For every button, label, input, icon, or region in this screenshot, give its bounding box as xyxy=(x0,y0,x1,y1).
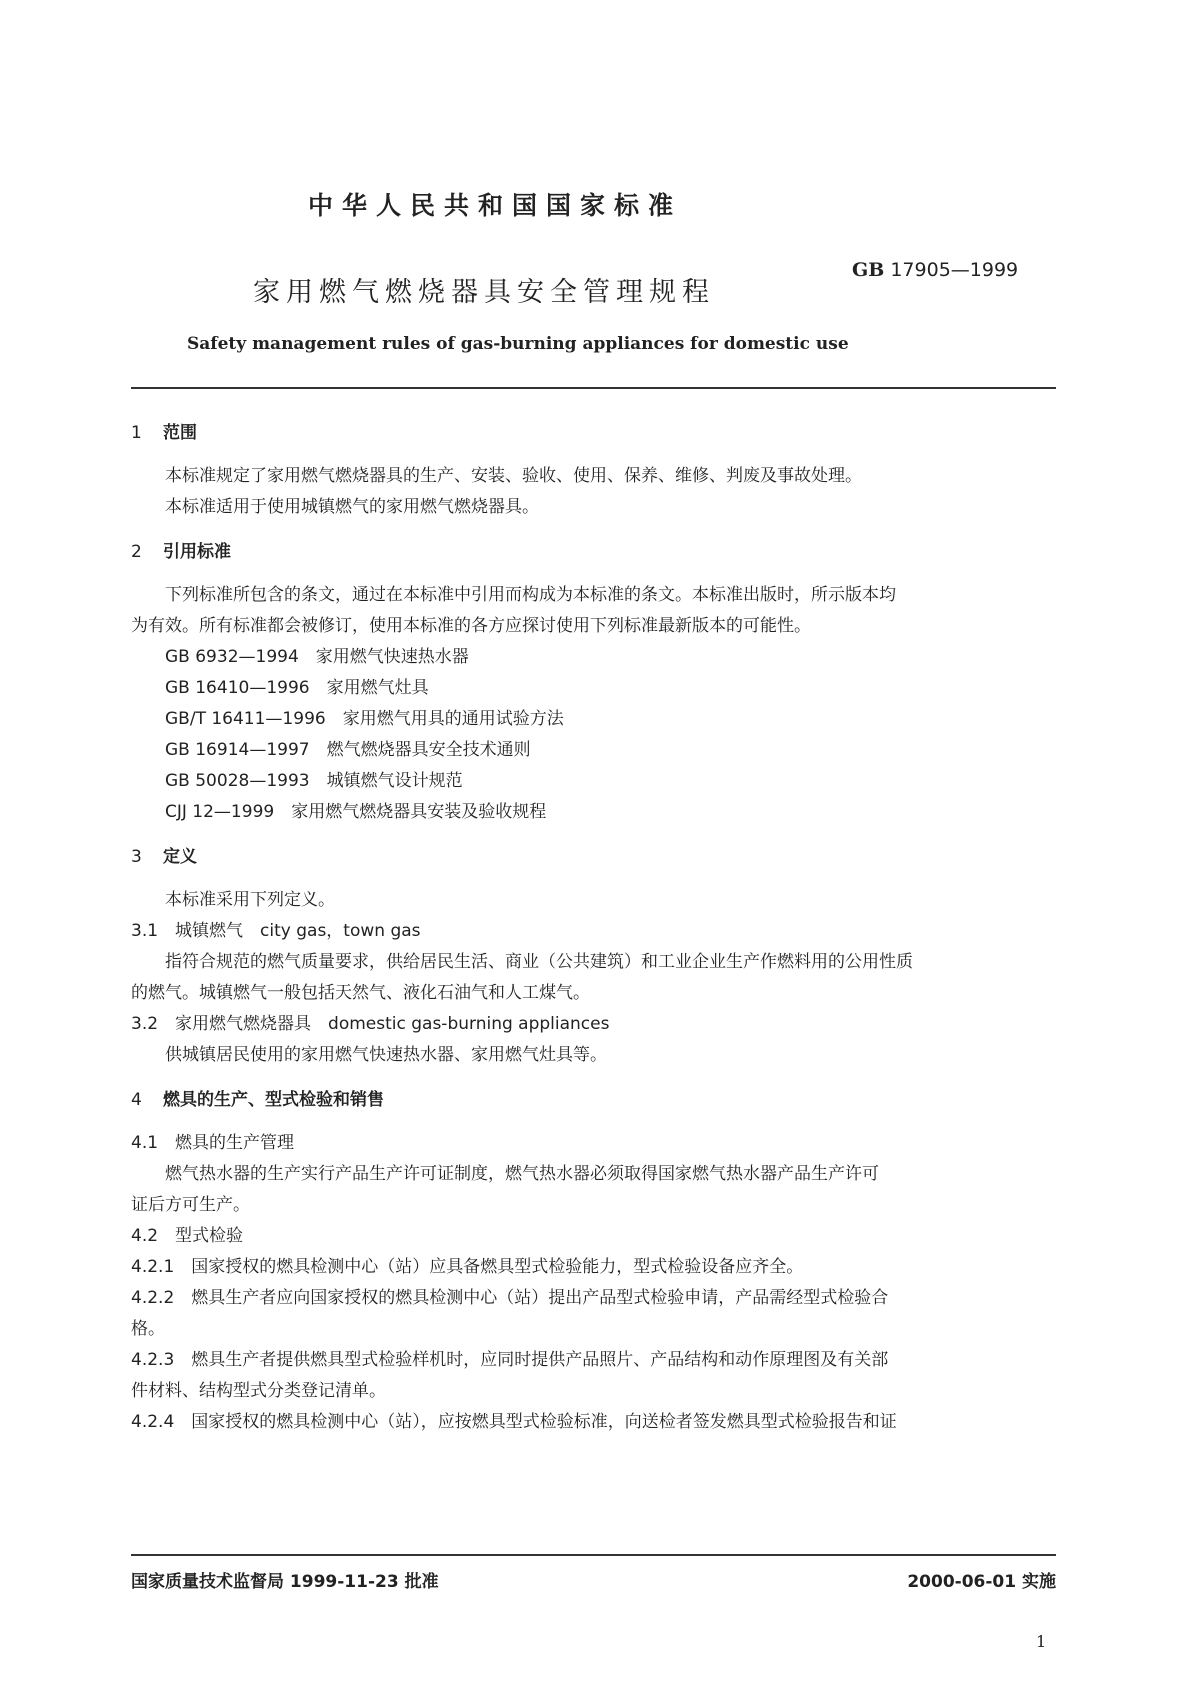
national-standard-heading: 中华人民共和国国家标准 xyxy=(308,191,683,220)
standard-code-number: 17905—1999 xyxy=(890,259,1019,281)
document-title: 家用燃气燃烧器具安全管理规程 xyxy=(253,277,715,308)
definition-heading: 3.1 城镇燃气 city gas，town gas xyxy=(131,921,421,941)
definition-text-line: 指符合规范的燃气质量要求，供给居民生活、商业（公共建筑）和工业企业生产作燃料用的公用性质 xyxy=(165,952,913,972)
standard-code xyxy=(852,259,1018,281)
subsection-heading: 4.1 燃具的生产管理 xyxy=(131,1133,295,1153)
reference-item: GB/T 16411—1996 家用燃气用具的通用试验方法 xyxy=(165,709,564,729)
page-number: 1 xyxy=(1036,1632,1047,1651)
clause-text-line: 格。 xyxy=(131,1319,165,1339)
definition-text-line: 的燃气。城镇燃气一般包括天然气、液化石油气和人工煤气。 xyxy=(131,983,590,1003)
approval-date: 国家质量技术监督局 1999-11-23 批准 xyxy=(131,1572,439,1592)
section-2-heading: 2 引用标准 xyxy=(131,542,231,562)
section-1-paragraph: 本标准规定了家用燃气燃烧器具的生产、安装、验收、使用、保养、维修、判废及事故处理。 xyxy=(165,466,862,486)
section-3-heading: 3 定义 xyxy=(131,847,197,867)
reference-item: GB 16914—1997 燃气燃烧器具安全技术通则 xyxy=(165,740,531,760)
reference-item: GB 50028—1993 城镇燃气设计规范 xyxy=(165,771,463,791)
section-4-heading: 4 燃具的生产、型式检验和销售 xyxy=(131,1090,384,1110)
reference-list xyxy=(131,642,1056,828)
standard-code-prefix: GB xyxy=(852,259,885,281)
subsection-text-line: 证后方可生产。 xyxy=(131,1195,250,1215)
clause-text-line: 4.2.4 国家授权的燃具检测中心（站），应按燃具型式检验标准，向送检者签发燃具型式检验报告和证 xyxy=(131,1412,897,1432)
definition-text-line: 供城镇居民使用的家用燃气快速热水器、家用燃气灶具等。 xyxy=(165,1045,607,1065)
clause-text-line: 4.2.1 国家授权的燃具检测中心（站）应具备燃具型式检验能力，型式检验设备应齐全。 xyxy=(131,1257,804,1277)
section-2-paragraph-line: 下列标准所包含的条文，通过在本标准中引用而构成为本标准的条文。本标准出版时，所示版本均 xyxy=(165,585,896,605)
document-body xyxy=(131,418,1056,1438)
section-3-paragraph: 本标准采用下列定义。 xyxy=(165,890,335,910)
clause-text-line: 件材料、结构型式分类登记清单。 xyxy=(131,1381,386,1401)
reference-item: CJJ 12—1999 家用燃气燃烧器具安装及验收规程 xyxy=(165,802,547,822)
section-2-paragraph-line: 为有效。所有标准都会被修订，使用本标准的各方应探讨使用下列标准最新版本的可能性。 xyxy=(131,616,811,636)
clause-text-line: 4.2.3 燃具生产者提供燃具型式检验样机时，应同时提供产品照片、产品结构和动作原理图及有关部 xyxy=(131,1350,889,1370)
subsection-text-line: 燃气热水器的生产实行产品生产许可证制度，燃气热水器必须取得国家燃气热水器产品生产许可 xyxy=(165,1164,879,1184)
english-title: Safety management rules of gas-burning appliances for domestic use xyxy=(187,334,849,354)
section-1-heading: 1 范围 xyxy=(131,423,197,443)
footer-divider xyxy=(131,1554,1056,1556)
reference-item: GB 6932—1994 家用燃气快速热水器 xyxy=(165,647,469,667)
section-1-paragraph: 本标准适用于使用城镇燃气的家用燃气燃烧器具。 xyxy=(165,497,539,517)
reference-item: GB 16410—1996 家用燃气灶具 xyxy=(165,678,429,698)
definition-heading: 3.2 家用燃气燃烧器具 domestic gas-burning appliances xyxy=(131,1014,610,1034)
effective-date: 2000-06-01 实施 xyxy=(907,1572,1056,1592)
clause-text-line: 4.2.2 燃具生产者应向国家授权的燃具检测中心（站）提出产品型式检验申请，产品需经型式检验合 xyxy=(131,1288,889,1308)
header-divider xyxy=(131,387,1056,389)
subsection-heading: 4.2 型式检验 xyxy=(131,1226,244,1246)
